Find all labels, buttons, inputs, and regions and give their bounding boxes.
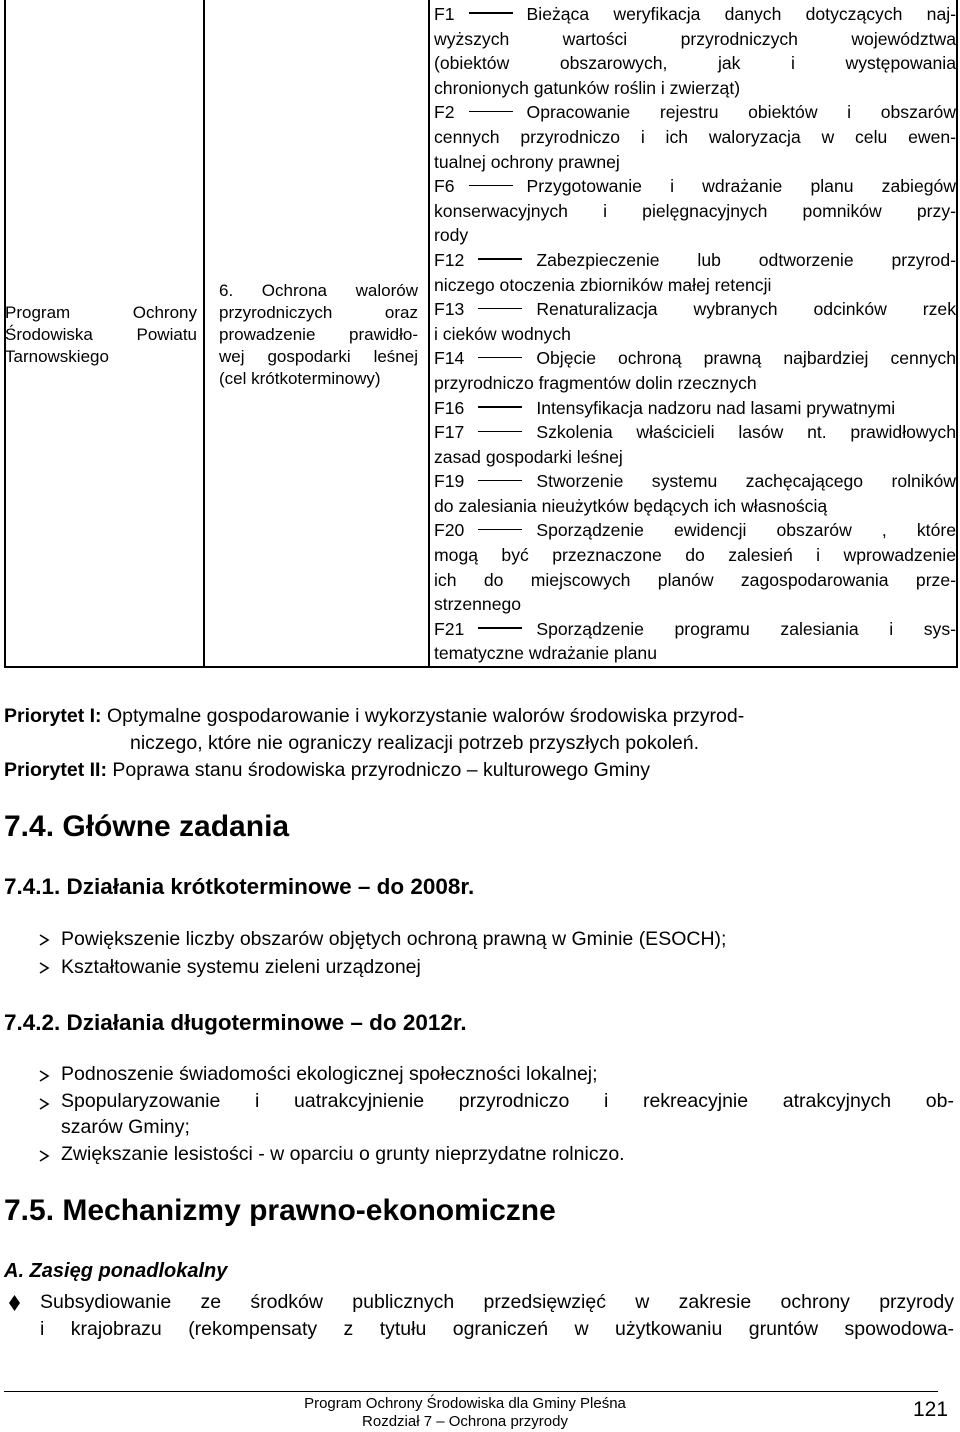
task-code: F14	[434, 348, 465, 369]
task-text: Intensyfikacja nadzoru nad lasami prywatnymi	[536, 397, 896, 418]
task-text: Zabezpieczenie lub odtworzenie przyrod-	[536, 249, 956, 270]
task-code: F16	[434, 397, 465, 418]
priority-2-label: Priorytet II:	[4, 759, 107, 781]
arrow-bullet-icon	[37, 961, 51, 975]
task-line: do zalesiania nieużytków będących ich własnością	[434, 495, 828, 516]
task-entry	[434, 420, 956, 445]
cell-line: Tarnowskiego	[5, 347, 109, 366]
task-line: tematyczne wdrażanie planu	[434, 643, 657, 664]
list-item: Subsydiowanie ze środków publicznych przedsięwzięć w zakresie ochrony przyrody	[40, 1291, 954, 1313]
em-dash	[478, 431, 522, 433]
em-dash	[478, 627, 522, 629]
task-entry	[434, 174, 956, 199]
em-dash	[478, 258, 522, 260]
task-line: ich do miejscowych planów zagospodarowania prze-	[434, 569, 956, 590]
task-entry	[434, 297, 956, 322]
priority-1	[4, 703, 744, 730]
task-line: chronionych gatunków roślin i zwierząt)	[434, 77, 741, 98]
task-code: F17	[434, 422, 465, 443]
table-divider	[428, 0, 430, 668]
list-item-cont: i krajobrazu (rekompensaty z tytułu ograniczeń w użytkowaniu gruntów spowodowa-	[40, 1318, 954, 1340]
task-line: i cieków wodnych	[434, 323, 571, 344]
task-entry	[434, 396, 956, 421]
cell-line: Program Ochrony	[5, 303, 197, 322]
heading-7-4-1: 7.4.1. Działania krótkoterminowe – do 2008r.	[4, 874, 475, 899]
table-cell-goal	[219, 280, 418, 390]
task-text: Sporządzenie programu zalesiania i sys-	[536, 618, 956, 639]
task-code: F2	[434, 102, 455, 123]
task-code: F21	[434, 618, 465, 639]
task-line: cennych przyrodniczo i ich waloryzacja w celu ewen-	[434, 126, 956, 147]
task-entry	[434, 469, 956, 494]
task-code: F19	[434, 471, 465, 492]
task-text: Sporządzenie ewidencji obszarów , które	[536, 520, 956, 541]
list-item: Powiększenie liczby obszarów objętych ochroną prawną w Gminie (ESOCH);	[61, 928, 727, 950]
heading-7-5: 7.5. Mechanizmy prawno-ekonomiczne	[4, 1194, 556, 1227]
task-code: F13	[434, 299, 465, 320]
task-text: Renaturalizacja wybranych odcinków rzek	[536, 299, 956, 320]
task-entry	[434, 346, 956, 371]
cell-line: przyrodniczych oraz	[219, 303, 418, 322]
task-code: F1	[434, 4, 455, 24]
table-divider	[203, 0, 205, 668]
arrow-bullet-icon	[37, 1149, 51, 1163]
task-line: zasad gospodarki leśnej	[434, 446, 623, 467]
task-text: Szkolenia właścicieli lasów nt. prawidłowych	[536, 422, 956, 443]
page-number: 121	[913, 1398, 949, 1421]
footer-rule	[4, 1391, 938, 1392]
task-entry	[434, 617, 956, 642]
task-line: przyrodniczo fragmentów dolin rzecznych	[434, 372, 757, 393]
table-cell-program	[5, 302, 197, 368]
task-line: mogą być przeznaczone do zalesień i wprowadzenie	[434, 545, 956, 566]
table-cell-tasks	[434, 2, 956, 666]
em-dash	[478, 406, 522, 408]
cell-line: Środowiska Powiatu	[5, 325, 197, 344]
task-line: tualnej ochrony prawnej	[434, 151, 620, 172]
task-line: konserwacyjnych i pielęgnacyjnych pomników przy-	[434, 200, 956, 221]
priority-1-cont: niczego, które nie ograniczy realizacji potrzeb przyszłych pokoleń.	[130, 732, 700, 754]
task-line: (obiektów obszarowych, jak i występowania	[434, 53, 956, 74]
em-dash	[478, 357, 522, 359]
task-text: Przygotowanie i wdrażanie planu zabiegów	[526, 176, 956, 197]
list-item: Spopularyzowanie i uatrakcyjnienie przyrodniczo i rekreacyjnie atrakcyjnych ob-	[61, 1090, 954, 1112]
arrow-bullet-icon	[37, 1097, 51, 1111]
task-line: niczego otoczenia zbiorników małej retencji	[434, 274, 772, 295]
task-text: Opracowanie rejestru obiektów i obszarów	[526, 102, 956, 123]
task-line: wyższych wartości przyrodniczych województwa	[434, 28, 956, 49]
em-dash	[469, 111, 513, 113]
task-text: Objęcie ochroną prawną najbardziej cennych	[536, 348, 956, 369]
em-dash	[478, 529, 522, 531]
subsection-a: A. Zasięg ponadlokalny	[4, 1260, 228, 1282]
task-code: F12	[434, 249, 465, 270]
em-dash	[469, 12, 513, 14]
priority-2-text: Poprawa stanu środowiska przyrodniczo – kulturowego Gminy	[106, 759, 650, 781]
heading-7-4-2: 7.4.2. Działania długoterminowe – do 2012r.	[4, 1010, 467, 1035]
list-item: Zwiększanie lesistości - w oparciu o grunty nieprzydatne rolniczo.	[61, 1143, 625, 1165]
task-entry	[434, 248, 956, 273]
task-text: Stworzenie systemu zachęcającego rolników	[536, 471, 956, 492]
priority-1-text: Optymalne gospodarowanie i wykorzystanie walorów środowiska przyrod-	[101, 705, 745, 727]
task-entry	[434, 100, 956, 125]
cell-line: prowadzenie prawidło-	[219, 325, 418, 344]
task-line: strzennego	[434, 594, 522, 615]
cell-line: 6. Ochrona walorów	[219, 281, 418, 300]
task-code: F20	[434, 520, 465, 541]
list-item-cont: szarów Gminy;	[61, 1116, 190, 1138]
heading-7-4: 7.4. Główne zadania	[4, 810, 290, 843]
list-item: Kształtowanie systemu zieleni urządzonej	[61, 956, 421, 978]
task-entry	[434, 2, 956, 27]
task-code: F6	[434, 176, 455, 197]
arrow-bullet-icon	[37, 1069, 51, 1083]
cell-line: (cel krótkoterminowy)	[219, 369, 381, 388]
arrow-bullet-icon	[37, 933, 51, 947]
task-text: Bieżąca weryfikacja danych dotyczących naj-	[526, 4, 956, 24]
footer-line-1: Program Ochrony Środowiska dla Gminy Pleśna	[304, 1395, 626, 1412]
cell-line: wej gospodarki leśnej	[219, 347, 418, 366]
priority-1-label: Priorytet I:	[4, 705, 102, 727]
footer-line-2: Rozdział 7 – Ochrona przyrody	[362, 1413, 568, 1430]
task-line: rody	[434, 225, 469, 246]
em-dash	[478, 480, 522, 482]
em-dash	[469, 185, 513, 187]
list-item: Podnoszenie świadomości ekologicznej społeczności lokalnej;	[61, 1063, 598, 1085]
task-entry	[434, 518, 956, 543]
em-dash	[478, 308, 522, 310]
diamond-bullet-icon	[9, 1295, 20, 1311]
priority-2	[4, 757, 650, 784]
